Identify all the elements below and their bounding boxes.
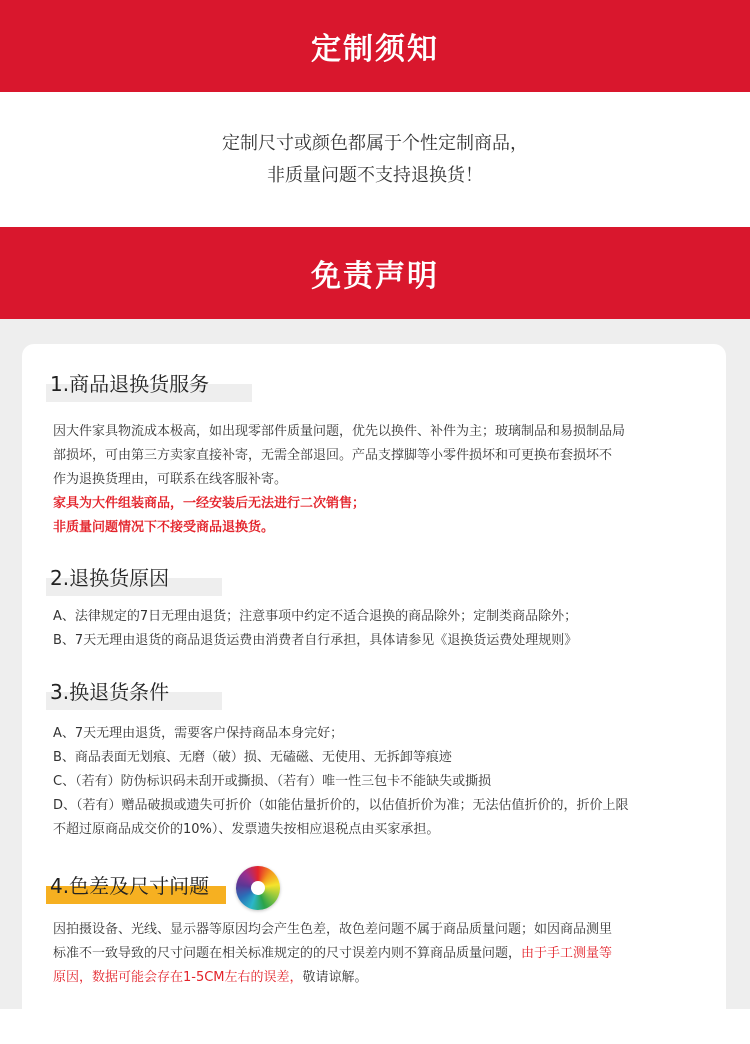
- body-line: [53, 966, 701, 990]
- section-title-text: 1.商品退换货服务: [50, 372, 210, 396]
- body-line: A、7天无理由退货，需要客户保持商品本身完好；: [53, 726, 344, 741]
- body-line: 部损坏，可由第三方卖家直接补寄，无需全部退回。产品支撑脚等小零件损坏和可更换布套损坏不: [53, 448, 613, 463]
- banner-title: 免责声明: [311, 259, 439, 294]
- body-line: [53, 942, 701, 966]
- body-line: B、商品表面无划痕、无磨（破）损、无磕磁、无使用、无拆卸等痕迹: [53, 750, 452, 765]
- section-body-color-size: [53, 918, 701, 990]
- body-line: A、法律规定的7日无理由退货；注意事项中约定不适合退换的商品除外；定制类商品除外；: [53, 609, 578, 624]
- notice-line: 非质量问题不支持退换货！: [267, 164, 483, 186]
- section-title-return-service: [50, 368, 209, 400]
- body-text: 敬请谅解。: [302, 970, 368, 985]
- body-line: 因大件家具物流成本极高，如出现零部件质量问题，优先以换件、补件为主；玻璃制品和易损制品局: [53, 424, 626, 439]
- section-title-return-conditions: [50, 676, 169, 708]
- highlight-text: 由于手工测量等: [521, 946, 613, 961]
- section-title-return-reasons: [50, 562, 169, 594]
- body-line: 作为退换货理由，可联系在线客服补寄。: [53, 472, 288, 487]
- warning-line: 非质量问题情况下不接受商品退换货。: [53, 520, 275, 535]
- section-body-return-service: [53, 420, 701, 540]
- section-title-color-size: [50, 870, 209, 902]
- body-line: 不超过原商品成交价的10%）、发票遗失按相应退税点由买家承担。: [53, 822, 440, 837]
- body-text: 标准不一致导致的尺寸问题在相关标准规定的的尺寸误差内则不算商品质量问题，: [53, 946, 522, 961]
- custom-notice-text: [0, 92, 750, 227]
- banner-custom-notice: [0, 0, 750, 92]
- color-wheel-icon: [236, 866, 280, 910]
- section-body-return-reasons: [53, 605, 701, 653]
- section-title-text: 4.色差及尺寸问题: [50, 874, 210, 898]
- notice-line: 定制尺寸或颜色都属于个性定制商品，: [222, 132, 528, 154]
- section-title-text: 2.退换货原因: [50, 566, 170, 590]
- section-body-return-conditions: [53, 722, 701, 842]
- body-line: 因拍摄设备、光线、显示器等原因均会产生色差，故色差问题不属于商品质量问题；如因商品测里: [53, 922, 613, 937]
- body-line: D、（若有）赠品破损或遗失可折价（如能估量折价的，以估值折价为准；无法估值折价的，折价上限: [53, 798, 629, 813]
- warning-line: 家具为大件组装商品，一经安装后无法进行二次销售；: [53, 496, 366, 511]
- section-title-text: 3.换退货条件: [50, 680, 170, 704]
- banner-title: 定制须知: [311, 32, 439, 67]
- highlight-text: 原因，数据可能会存在1-5CM左右的误差，: [53, 970, 303, 985]
- body-line: B、7天无理由退货的商品退货运费由消费者自行承担，具体请参见《退换货运费处理规则》: [53, 633, 578, 648]
- body-line: C、（若有）防伪标识码未刮开或撕损、（若有）唯一性三包卡不能缺失或撕损: [53, 774, 492, 789]
- banner-disclaimer: [0, 227, 750, 319]
